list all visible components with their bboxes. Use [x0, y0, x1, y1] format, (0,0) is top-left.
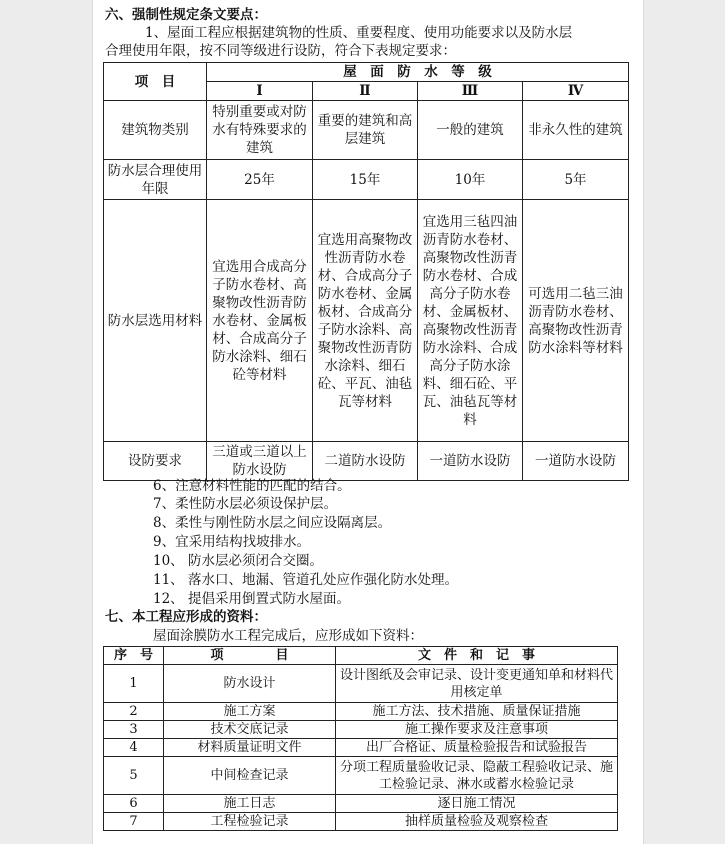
table-cell: 一道防水设防 [418, 442, 523, 481]
record-item: 施工方案 [164, 703, 336, 721]
records-header-no: 序 号 [104, 647, 164, 665]
grade-header-1: Ⅰ [207, 82, 313, 101]
record-item: 施工日志 [164, 795, 336, 813]
section-7-intro: 屋面涂膜防水工程完成后，应形成如下资料： [153, 628, 423, 644]
record-doc: 施工操作要求及注意事项 [336, 721, 618, 739]
record-no: 5 [104, 757, 164, 795]
table-cell: 特别重要或对防水有特殊要求的建筑 [207, 101, 313, 160]
records-header-doc: 文 件 和 记 事 [336, 647, 618, 665]
table-cell: 宜选用三毡四油沥青防水卷材、高聚物改性沥青防水卷材、合成高分子防水卷材、金属板材、高聚物改性沥青防水涂料、合成高分子防水涂料、细石砼、平瓦、油毡瓦等材料 [418, 200, 523, 442]
point-12: 12、 提倡采用倒置式防水屋面。 [153, 591, 350, 607]
table-cell: 一道防水设防 [523, 442, 629, 481]
grade-table-item-header: 项 目 [104, 63, 207, 101]
record-doc: 设计图纸及会审记录、设计变更通知单和材料代用核定单 [336, 665, 618, 703]
waterproof-grade-table [103, 62, 629, 481]
row-label-defense-requirement: 设防要求 [104, 442, 207, 481]
row-label-materials: 防水层选用材料 [104, 200, 207, 442]
table-cell: 5年 [523, 160, 629, 200]
record-doc: 逐日施工情况 [336, 795, 618, 813]
grade-table-group-header: 屋 面 防 水 等 级 [207, 63, 629, 82]
point-8: 8、柔性与刚性防水层之间应设隔离层。 [153, 515, 392, 531]
table-cell: 可选用二毡三油沥青防水卷材、高聚物改性沥青防水涂料等材料 [523, 200, 629, 442]
row-label-service-life: 防水层合理使用年限 [104, 160, 207, 200]
section-7-heading: 七、本工程应形成的资料： [105, 609, 267, 625]
record-item: 技术交底记录 [164, 721, 336, 739]
record-no: 2 [104, 703, 164, 721]
record-doc: 出厂合格证、质量检验报告和试验报告 [336, 739, 618, 757]
point-7: 7、柔性防水层必须设保护层。 [153, 496, 338, 512]
table-cell: 15年 [313, 160, 418, 200]
record-no: 6 [104, 795, 164, 813]
table-cell: 重要的建筑和高层建筑 [313, 101, 418, 160]
table-cell: 25年 [207, 160, 313, 200]
table-cell: 宜选用高聚物改性沥青防水卷材、合成高分子防水卷材、金属板材、合成高分子防水涂料、高聚物改性沥青防水涂料、细石砼、平瓦、油毡瓦等材料 [313, 200, 418, 442]
grade-header-2: Ⅱ [313, 82, 418, 101]
record-doc: 分项工程质量验收记录、隐蔽工程验收记录、施工检验记录、淋水或蓄水检验记录 [336, 757, 618, 795]
grade-header-4: Ⅳ [523, 82, 629, 101]
section-6-heading: 六、强制性规定条文要点： [105, 7, 267, 23]
row-label-building-category: 建筑物类别 [104, 101, 207, 160]
record-no: 4 [104, 739, 164, 757]
record-item: 防水设计 [164, 665, 336, 703]
record-no: 3 [104, 721, 164, 739]
record-no: 1 [104, 665, 164, 703]
grade-header-3: Ⅲ [418, 82, 523, 101]
records-table [103, 646, 618, 831]
section-6-item1-line1: 1、屋面工程应根据建筑物的性质、重要程度、使用功能要求以及防水层 [145, 25, 573, 41]
record-item: 中间检查记录 [164, 757, 336, 795]
point-10: 10、 防水层必须闭合交圈。 [153, 553, 323, 569]
table-cell: 10年 [418, 160, 523, 200]
records-header-item: 项 目 [164, 647, 336, 665]
table-cell: 非永久性的建筑 [523, 101, 629, 160]
point-9: 9、宜采用结构找坡排水。 [153, 534, 311, 550]
point-11: 11、 落水口、地漏、管道孔处应作强化防水处理。 [153, 572, 458, 588]
record-doc: 施工方法、技术措施、质量保证措施 [336, 703, 618, 721]
document-page [92, 0, 644, 844]
table-cell: 三道或三道以上防水设防 [207, 442, 313, 481]
table-cell: 一般的建筑 [418, 101, 523, 160]
section-6-item1-line2: 合理使用年限，按不同等级进行设防，符合下表规定要求： [105, 43, 456, 59]
table-cell: 宜选用合成高分子防水卷材、高聚物改性沥青防水卷材、金属板材、合成高分子防水涂料、细石砼等材料 [207, 200, 313, 442]
point-6: 6、注意材料性能的匹配的结合。 [153, 478, 351, 494]
record-doc: 抽样质量检验及观察检查 [336, 813, 618, 831]
record-no: 7 [104, 813, 164, 831]
record-item: 工程检验记录 [164, 813, 336, 831]
table-cell: 二道防水设防 [313, 442, 418, 481]
record-item: 材料质量证明文件 [164, 739, 336, 757]
